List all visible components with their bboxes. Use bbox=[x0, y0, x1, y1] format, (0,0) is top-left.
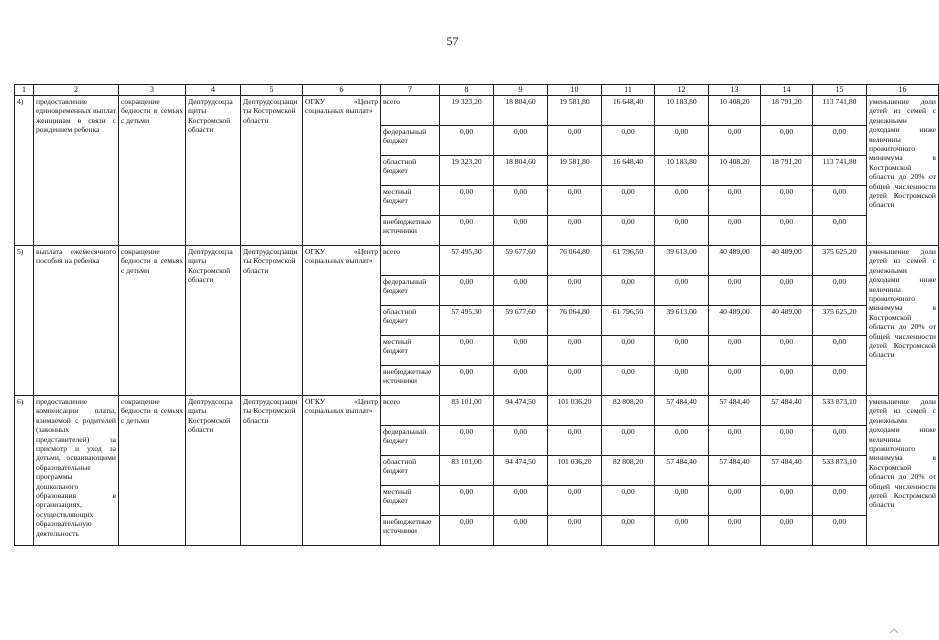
amount-cell: 0,00 bbox=[440, 276, 494, 306]
table-row bbox=[15, 246, 939, 276]
amount-cell: 19 323,20 bbox=[440, 156, 494, 186]
amount-cell: 83 101,00 bbox=[440, 396, 494, 426]
amount-cell: 0,00 bbox=[813, 366, 867, 396]
row-index: 6) bbox=[15, 396, 34, 546]
amount-cell: 0,00 bbox=[761, 366, 813, 396]
funding-source: всего bbox=[381, 396, 440, 426]
amount-cell: 0,00 bbox=[709, 516, 761, 546]
amount-cell: 101 036,20 bbox=[548, 456, 602, 486]
amount-cell: 0,00 bbox=[655, 336, 709, 366]
amount-cell: 19 581,80 bbox=[548, 156, 602, 186]
amount-cell: 59 677,60 bbox=[494, 306, 548, 336]
amount-cell: 10 408,20 bbox=[709, 156, 761, 186]
amount-cell: 0,00 bbox=[709, 426, 761, 456]
funding-source: федеральный бюджет bbox=[381, 276, 440, 306]
amount-cell: 94 474,50 bbox=[494, 396, 548, 426]
amount-cell: 57 484,40 bbox=[709, 396, 761, 426]
table-body bbox=[15, 96, 939, 546]
amount-cell: 0,00 bbox=[494, 426, 548, 456]
target-indicator: уменьшение доли детей из семей с денежными доходами ниже величины прожиточного минимума в Костромской области до 20% от общей численности детей Костромской области bbox=[867, 96, 939, 246]
amount-cell: 0,00 bbox=[602, 276, 655, 306]
amount-cell: 0,00 bbox=[602, 216, 655, 246]
amount-cell: 0,00 bbox=[655, 426, 709, 456]
amount-cell: 0,00 bbox=[813, 186, 867, 216]
amount-cell: 0,00 bbox=[602, 336, 655, 366]
amount-cell: 57 495,30 bbox=[440, 306, 494, 336]
amount-cell: 0,00 bbox=[494, 216, 548, 246]
amount-cell: 0,00 bbox=[761, 486, 813, 516]
column-header: 9 bbox=[494, 85, 548, 96]
amount-cell: 0,00 bbox=[709, 276, 761, 306]
amount-cell: 0,00 bbox=[440, 186, 494, 216]
coexecutor: Дептрудсоцзащиты Костромской области bbox=[241, 96, 303, 246]
amount-cell: 0,00 bbox=[813, 216, 867, 246]
amount-cell: 61 796,50 bbox=[602, 246, 655, 276]
amount-cell: 0,00 bbox=[494, 186, 548, 216]
amount-cell: 0,00 bbox=[813, 426, 867, 456]
amount-cell: 533 873,10 bbox=[813, 396, 867, 426]
amount-cell: 113 741,80 bbox=[813, 96, 867, 126]
amount-cell: 0,00 bbox=[602, 366, 655, 396]
amount-cell: 0,00 bbox=[548, 336, 602, 366]
amount-cell: 0,00 bbox=[602, 486, 655, 516]
amount-cell: 0,00 bbox=[709, 126, 761, 156]
measure-name: выплата ежемесячного пособия на ребенка bbox=[34, 246, 119, 396]
amount-cell: 0,00 bbox=[602, 126, 655, 156]
funding-source: всего bbox=[381, 96, 440, 126]
funding-source: местный бюджет bbox=[381, 186, 440, 216]
amount-cell: 19 323,20 bbox=[440, 96, 494, 126]
executor: Дептрудсоцзащиты Костромской области bbox=[186, 396, 241, 546]
target-indicator: уменьшение доли детей из семей с денежными доходами ниже величины прожиточного минимума в Костромской области до 20% от общей численности детей Костромской области bbox=[867, 246, 939, 396]
amount-cell: 0,00 bbox=[655, 486, 709, 516]
amount-cell: 0,00 bbox=[655, 366, 709, 396]
amount-cell: 16 648,40 bbox=[602, 156, 655, 186]
measure-goal: сокращение бедности в семьях с детьми bbox=[119, 96, 186, 246]
amount-cell: 0,00 bbox=[440, 216, 494, 246]
amount-cell: 10 183,80 bbox=[655, 156, 709, 186]
column-header: 12 bbox=[655, 85, 709, 96]
executor: Дептрудсоцзащиты Костромской области bbox=[186, 96, 241, 246]
column-header: 7 bbox=[381, 85, 440, 96]
amount-cell: 82 808,20 bbox=[602, 396, 655, 426]
amount-cell: 0,00 bbox=[440, 336, 494, 366]
amount-cell: 57 484,40 bbox=[655, 456, 709, 486]
amount-cell: 0,00 bbox=[548, 216, 602, 246]
amount-cell: 0,00 bbox=[709, 186, 761, 216]
amount-cell: 113 741,80 bbox=[813, 156, 867, 186]
funding-source: областной бюджет bbox=[381, 456, 440, 486]
executor: Дептрудсоцзащиты Костромской области bbox=[186, 246, 241, 396]
amount-cell: 0,00 bbox=[548, 276, 602, 306]
amount-cell: 0,00 bbox=[709, 366, 761, 396]
amount-cell: 18 804,60 bbox=[494, 96, 548, 126]
amount-cell: 0,00 bbox=[602, 516, 655, 546]
column-header: 6 bbox=[303, 85, 381, 96]
amount-cell: 18 804,60 bbox=[494, 156, 548, 186]
column-header: 13 bbox=[709, 85, 761, 96]
page-number: 57 bbox=[446, 34, 459, 48]
amount-cell: 0,00 bbox=[440, 366, 494, 396]
amount-cell: 10 183,80 bbox=[655, 96, 709, 126]
amount-cell: 76 064,80 bbox=[548, 306, 602, 336]
column-header: 1 bbox=[15, 85, 34, 96]
amount-cell: 40 489,00 bbox=[709, 246, 761, 276]
amount-cell: 39 613,00 bbox=[655, 246, 709, 276]
amount-cell: 76 064,80 bbox=[548, 246, 602, 276]
target-indicator: уменьшение доли детей из семей с денежными доходами ниже величины прожиточного минимума в Костромской области до 20% от общей численности детей Костромской области bbox=[867, 396, 939, 546]
amount-cell: 40 489,00 bbox=[761, 246, 813, 276]
funding-source: областной бюджет bbox=[381, 156, 440, 186]
funding-source: внебюджетные источники bbox=[381, 216, 440, 246]
amount-cell: 0,00 bbox=[440, 516, 494, 546]
amount-cell: 0,00 bbox=[548, 516, 602, 546]
coexecutor: Дептрудсоцзащиты Костромской области bbox=[241, 246, 303, 396]
funding-source: федеральный бюджет bbox=[381, 126, 440, 156]
column-header: 10 bbox=[548, 85, 602, 96]
amount-cell: 0,00 bbox=[813, 336, 867, 366]
amount-cell: 61 796,50 bbox=[602, 306, 655, 336]
funding-source: областной бюджет bbox=[381, 306, 440, 336]
institution: ОГКУ «Центр социальных выплат» bbox=[303, 246, 381, 396]
amount-cell: 533 873,10 bbox=[813, 456, 867, 486]
column-header: 11 bbox=[602, 85, 655, 96]
amount-cell: 0,00 bbox=[494, 366, 548, 396]
amount-cell: 0,00 bbox=[655, 186, 709, 216]
amount-cell: 57 484,40 bbox=[761, 396, 813, 426]
row-index: 5) bbox=[15, 246, 34, 396]
amount-cell: 19 581,80 bbox=[548, 96, 602, 126]
corner-mark-icon bbox=[889, 628, 899, 634]
measure-goal: сокращение бедности в семьях с детьми bbox=[119, 396, 186, 546]
amount-cell: 57 484,40 bbox=[655, 396, 709, 426]
funding-source: федеральный бюджет bbox=[381, 426, 440, 456]
amount-cell: 0,00 bbox=[761, 126, 813, 156]
column-header: 4 bbox=[186, 85, 241, 96]
amount-cell: 0,00 bbox=[602, 426, 655, 456]
amount-cell: 0,00 bbox=[813, 516, 867, 546]
table-row bbox=[15, 96, 939, 126]
amount-cell: 83 101,00 bbox=[440, 456, 494, 486]
amount-cell: 0,00 bbox=[602, 186, 655, 216]
amount-cell: 59 677,60 bbox=[494, 246, 548, 276]
amount-cell: 0,00 bbox=[548, 426, 602, 456]
column-header: 2 bbox=[34, 85, 119, 96]
coexecutor: Дептрудсоцзащиты Костромской области bbox=[241, 396, 303, 546]
column-header: 15 bbox=[813, 85, 867, 96]
amount-cell: 57 484,40 bbox=[761, 456, 813, 486]
amount-cell: 0,00 bbox=[440, 126, 494, 156]
amount-cell: 0,00 bbox=[494, 276, 548, 306]
funding-source: местный бюджет bbox=[381, 336, 440, 366]
institution: ОГКУ «Центр социальных выплат» bbox=[303, 96, 381, 246]
amount-cell: 57 495,30 bbox=[440, 246, 494, 276]
amount-cell: 0,00 bbox=[813, 276, 867, 306]
amount-cell: 0,00 bbox=[440, 486, 494, 516]
amount-cell: 0,00 bbox=[709, 486, 761, 516]
amount-cell: 375 625,20 bbox=[813, 246, 867, 276]
amount-cell: 0,00 bbox=[548, 186, 602, 216]
amount-cell: 0,00 bbox=[494, 486, 548, 516]
amount-cell: 0,00 bbox=[813, 126, 867, 156]
header-row bbox=[15, 85, 939, 96]
funding-source: внебюджетные источники bbox=[381, 366, 440, 396]
measure-goal: сокращение бедности в семьях с детьми bbox=[119, 246, 186, 396]
amount-cell: 0,00 bbox=[655, 216, 709, 246]
amount-cell: 101 036,20 bbox=[548, 396, 602, 426]
amount-cell: 0,00 bbox=[761, 216, 813, 246]
amount-cell: 0,00 bbox=[655, 126, 709, 156]
amount-cell: 0,00 bbox=[709, 216, 761, 246]
funding-source: внебюджетные источники bbox=[381, 516, 440, 546]
amount-cell: 94 474,50 bbox=[494, 456, 548, 486]
amount-cell: 39 613,00 bbox=[655, 306, 709, 336]
amount-cell: 0,00 bbox=[813, 486, 867, 516]
row-index: 4) bbox=[15, 96, 34, 246]
amount-cell: 57 484,40 bbox=[709, 456, 761, 486]
amount-cell: 40 489,00 bbox=[761, 306, 813, 336]
column-header: 8 bbox=[440, 85, 494, 96]
amount-cell: 0,00 bbox=[761, 186, 813, 216]
column-header: 5 bbox=[241, 85, 303, 96]
amount-cell: 0,00 bbox=[548, 366, 602, 396]
funding-source: всего bbox=[381, 246, 440, 276]
measure-name: предоставление единовременных выплат женщинам в связи с рождением ребенка bbox=[34, 96, 119, 246]
amount-cell: 10 408,20 bbox=[709, 96, 761, 126]
amount-cell: 0,00 bbox=[761, 336, 813, 366]
amount-cell: 0,00 bbox=[494, 516, 548, 546]
measure-name: предоставление компенсации платы, взимаемой с родителей (законных представителей) за присмотр и уход за детьми, осваивающими образовательные программы дошкольного образования в организациях, осуществляющих образовательную деятельность bbox=[34, 396, 119, 546]
amount-cell: 16 648,40 bbox=[602, 96, 655, 126]
institution: ОГКУ «Центр социальных выплат» bbox=[303, 396, 381, 546]
amount-cell: 375 625,20 bbox=[813, 306, 867, 336]
funding-source: местный бюджет bbox=[381, 486, 440, 516]
amount-cell: 0,00 bbox=[548, 486, 602, 516]
amount-cell: 0,00 bbox=[709, 336, 761, 366]
amount-cell: 18 791,20 bbox=[761, 156, 813, 186]
amount-cell: 0,00 bbox=[761, 516, 813, 546]
column-header: 3 bbox=[119, 85, 186, 96]
amount-cell: 0,00 bbox=[761, 276, 813, 306]
amount-cell: 0,00 bbox=[548, 126, 602, 156]
amount-cell: 0,00 bbox=[494, 126, 548, 156]
amount-cell: 0,00 bbox=[655, 276, 709, 306]
amount-cell: 40 489,00 bbox=[709, 306, 761, 336]
amount-cell: 0,00 bbox=[494, 336, 548, 366]
column-header: 16 bbox=[867, 85, 939, 96]
amount-cell: 18 791,20 bbox=[761, 96, 813, 126]
amount-cell: 82 808,20 bbox=[602, 456, 655, 486]
table-row bbox=[15, 396, 939, 426]
amount-cell: 0,00 bbox=[440, 426, 494, 456]
column-header: 14 bbox=[761, 85, 813, 96]
amount-cell: 0,00 bbox=[655, 516, 709, 546]
budget-table bbox=[14, 84, 939, 546]
amount-cell: 0,00 bbox=[761, 426, 813, 456]
